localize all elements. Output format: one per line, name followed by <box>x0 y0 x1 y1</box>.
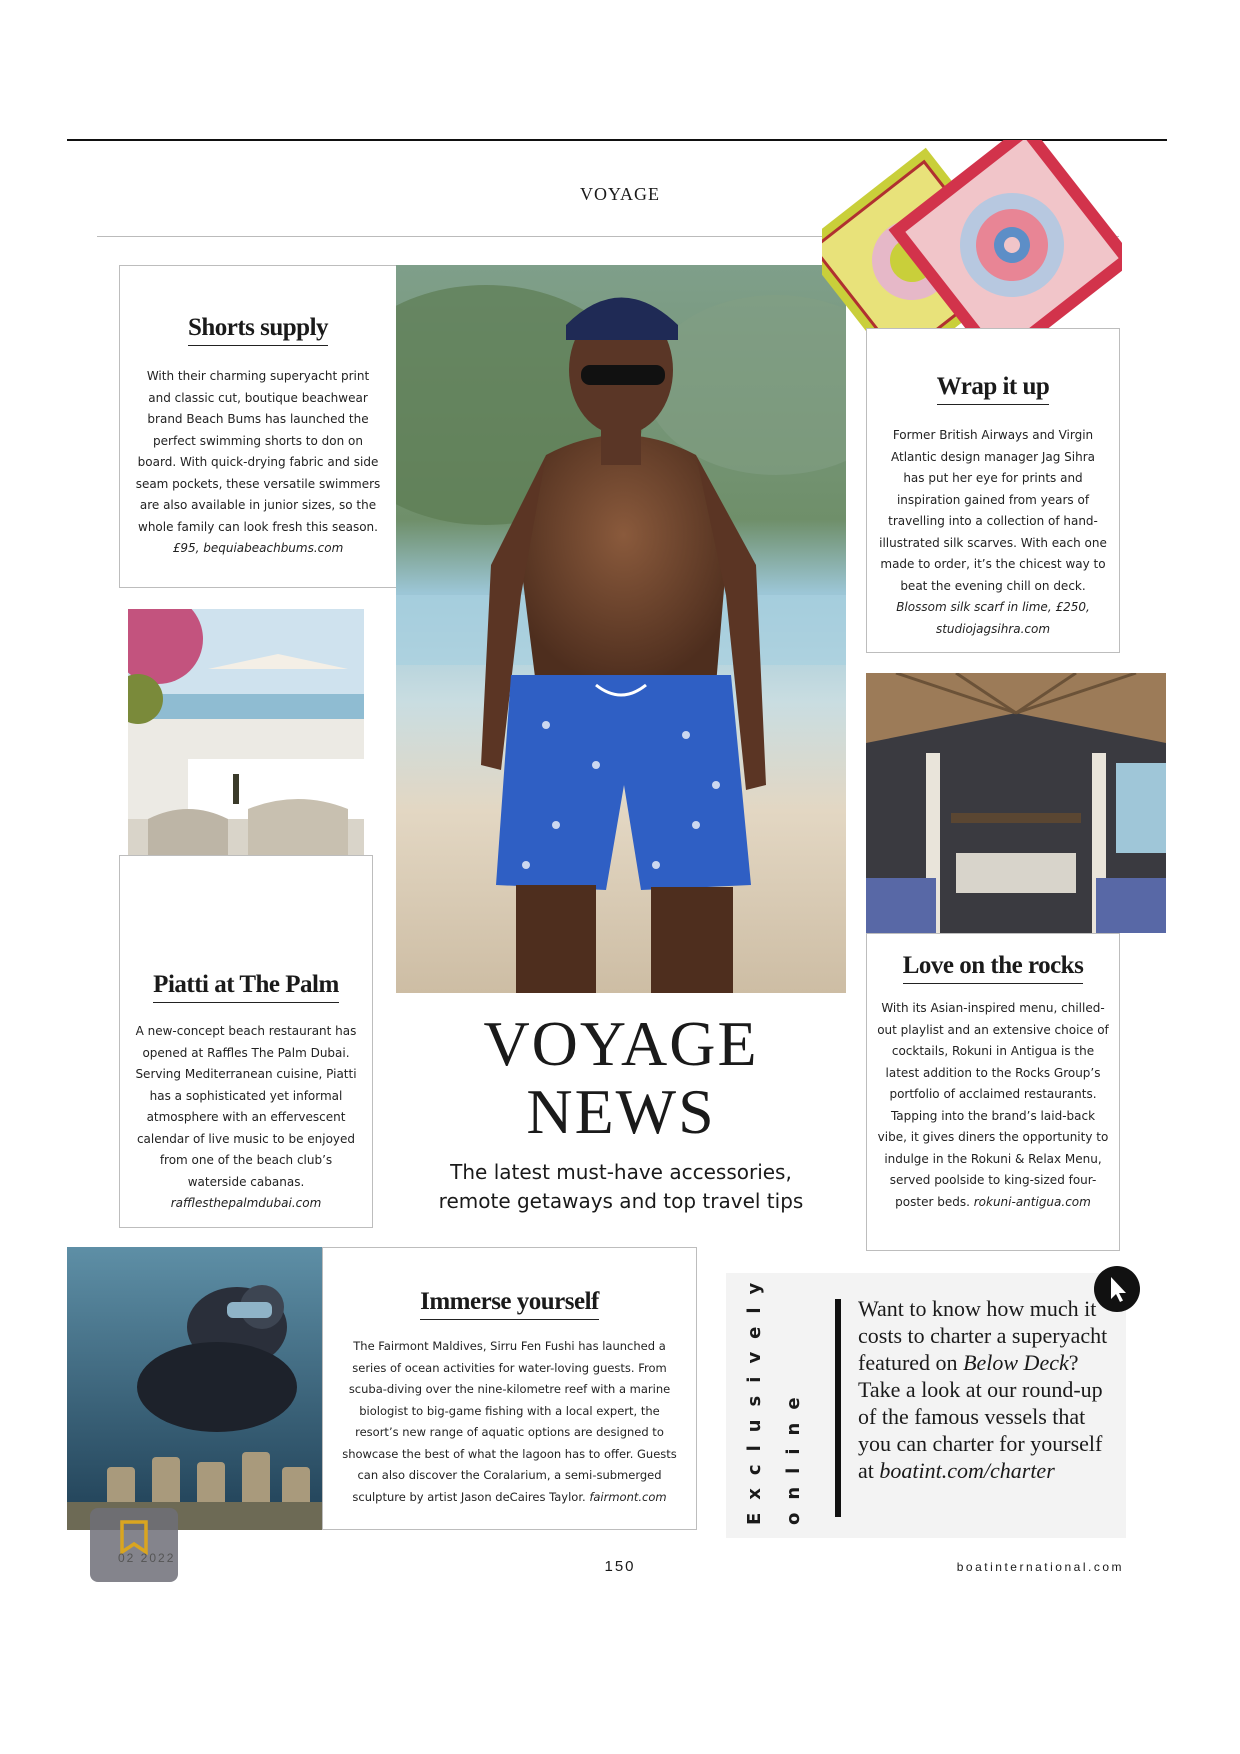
rocks-article <box>866 933 1120 1251</box>
piatti-article <box>119 855 373 1228</box>
wrap-body: Former British Airways and Virgin Atlantic design manager Jag Sihra has put her eye for prints and inspiration gained from years of travelling into a collection of hand-illustrated silk scarves. With each one made to order, it’s the chicest way to beat the evening chill on deck. Blossom silk scarf in lime, £250, studiojagsihra.com <box>879 428 1107 636</box>
piatti-credit: rafflesthepalmdubai.com <box>170 1196 322 1210</box>
standfirst-line1: The latest must-have accessories, <box>450 1160 792 1184</box>
immerse-body: The Fairmont Maldives, Sirru Fen Fushi has launched a series of ocean activities for water-loving guests. From scuba-diving over the nine-kilometre reef with a marine biologist to big-game fishing with a local expert, the resort’s new range of aquatic options are designed to showcase the best of what the lagoon has to offer. Guests can also discover the Coralarium, a semi-submerged sculpture by artist Jason deCaires Taylor. fairmont.com <box>342 1339 677 1504</box>
wrap-article <box>866 328 1120 653</box>
shorts-credit: £95, bequiabeachbums.com <box>172 541 344 555</box>
rocks-credit: rokuni-antigua.com <box>973 1194 1091 1209</box>
promo-text: Want to know how much it costs to charter a superyacht featured on Below Deck? Take a look at our round-up of the famous vessels that you can charter for yourself at boatint.com/charter <box>858 1296 1108 1483</box>
immerse-article <box>322 1247 697 1530</box>
promo-link[interactable]: boatint.com/charter <box>879 1458 1055 1483</box>
promo-label-online: online <box>783 1384 804 1525</box>
section-label: VOYAGE <box>580 184 660 204</box>
wrap-credit: Blossom silk scarf in lime, £250, studiojagsihra.com <box>896 600 1090 636</box>
shorts-article <box>119 265 397 588</box>
promo-divider <box>835 1299 841 1517</box>
immerse-credit: fairmont.com <box>589 1489 667 1504</box>
online-promo[interactable] <box>726 1269 1126 1538</box>
rocks-title: Love on the rocks <box>867 952 1119 984</box>
rocks-body: With its Asian-inspired menu, chilled-out playlist and an extensive choice of cocktails, Rokuni in Antigua is the latest addition to the Rocks Group’s portfolio of acclaimed restaurants. Tapping into the brand’s laid-back vibe, it gives diners the opportunity to indulge in the Rokuni & Relax Menu, served poolside to king-sized four-poster beds. rokuni-antigua.com <box>877 1001 1109 1209</box>
wrap-title: Wrap it up <box>867 373 1119 405</box>
piatti-body: A new-concept beach restaurant has opened at Raffles The Palm Dubai. Serving Mediterranean cuisine, Piatti has a sophisticated yet informal atmosphere with an effervescent calendar of live music to be enjoyed from one of the beach club’s waterside cabanas. rafflesthepalmdubai.com <box>135 1024 357 1210</box>
promo-label-exclusively: Exclusively <box>744 1269 765 1525</box>
feature-title-line1: VOYAGE <box>483 1008 759 1079</box>
diver-photo <box>67 1247 323 1530</box>
immerse-title: Immerse yourself <box>323 1288 696 1320</box>
feature-standfirst <box>396 1158 846 1216</box>
standfirst-line2: remote getaways and top travel tips <box>438 1189 804 1213</box>
website-url[interactable]: boatinternational.com <box>956 1560 1124 1574</box>
piatti-title: Piatti at The Palm <box>120 971 372 1003</box>
hero-photo <box>396 265 846 993</box>
shorts-title: Shorts supply <box>120 314 396 346</box>
page-number: 150 <box>604 1558 636 1575</box>
issue-date: 02 2022 <box>118 1551 176 1565</box>
feature-title <box>396 1010 846 1146</box>
rocks-photo <box>866 673 1166 933</box>
shorts-body: With their charming superyacht print and classic cut, boutique beachwear brand Beach Bums has launched the perfect swimming shorts to don on board. With quick-drying fabric and side seam pockets, these versatile swimmers are also available in junior sizes, so the whole family can look fresh this season. £95, bequiabeachbums.com <box>135 369 381 555</box>
cursor-arrow-icon[interactable] <box>1094 1266 1140 1312</box>
feature-title-line2: NEWS <box>526 1076 716 1147</box>
promo-show-name: Below Deck <box>963 1350 1069 1375</box>
